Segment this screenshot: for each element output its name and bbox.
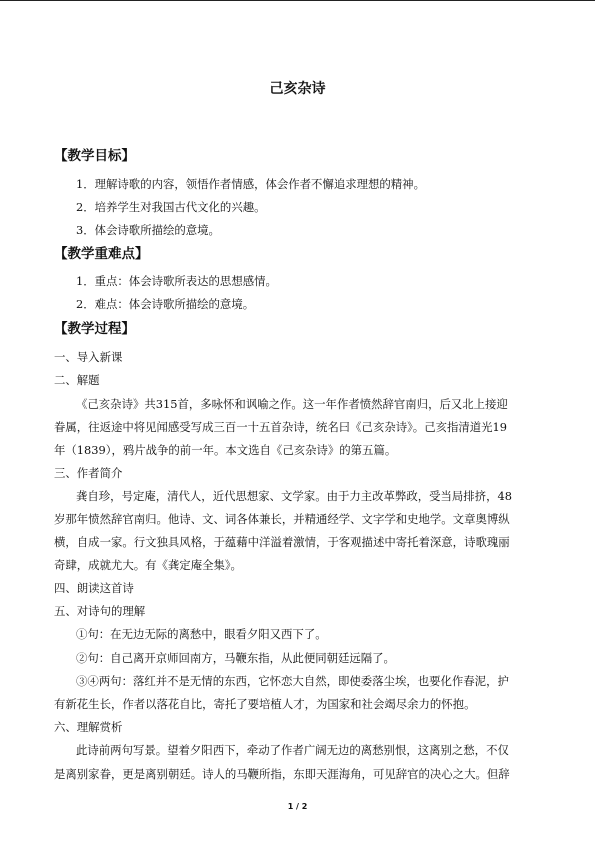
paragraph-line: 岁那年愤然辞官南归。他诗、文、词各体兼长，并精通经学、文字学和史地学。文章奥博纵 — [54, 512, 510, 526]
process-heading: 六、理解赏析 — [54, 720, 123, 734]
page-number: 1 / 2 — [287, 802, 308, 811]
page-title: 己亥杂诗 — [269, 81, 326, 97]
paragraph-line: 年（1839），鸦片战争的前一年。本文选自《己亥杂诗》的第五篇。 — [54, 443, 397, 457]
paragraph-line: ③④两句：落红并不是无情的东西，它怀恋大自然，即使委落尘埃，也要化作春泥，护 — [76, 674, 509, 688]
process-heading: 二、解题 — [54, 373, 100, 387]
process-heading: 四、朗读这首诗 — [54, 581, 134, 595]
paragraph-line: 是离别家眷，更是离别朝廷。诗人的马鞭所指，东即天涯海角，可见辞官的决心之大。但辞 — [54, 767, 510, 781]
paragraph-line: 龚自珍，号定庵，清代人，近代思想家、文学家。由于力主改革弊政，受当局排挤，48 — [76, 489, 512, 503]
paragraph-line: ①句：在无边无际的离愁中，眼看夕阳又西下了。 — [76, 627, 327, 641]
section-heading-key-points: 【教学重难点】 — [54, 246, 149, 262]
goal-item: 1．理解诗歌的内容，领悟作者情感，体会作者不懈追求理想的精神。 — [76, 177, 425, 191]
paragraph-line: 此诗前两句写景。望着夕阳西下，牵动了作者广阔无边的离愁别恨，这离别之愁，不仅 — [76, 743, 509, 757]
goal-item: 2．培养学生对我国古代文化的兴趣。 — [76, 200, 266, 214]
paragraph-line: 奇肆，成就尤大。有《龚定庵全集》。 — [54, 558, 242, 572]
paragraph-line: 《己亥杂诗》共315首，多咏怀和讽喻之作。这一年作者愤然辞官南归，后又北上接迎 — [76, 397, 508, 411]
paragraph-line: ②句：自己离开京师回南方，马鞭东指，从此便同朝廷远隔了。 — [76, 651, 395, 665]
section-heading-process: 【教学过程】 — [54, 321, 135, 337]
paragraph-line: 有新花生长，作者以落花自比，寄托了要培植人才，为国家和社会竭尽余力的怀抱。 — [54, 697, 476, 711]
process-heading: 五、对诗句的理解 — [54, 604, 146, 618]
process-heading: 一、导入新课 — [54, 350, 123, 364]
section-heading-goals: 【教学目标】 — [54, 148, 135, 164]
key-point-item: 1．重点：体会诗歌所表达的思想感情。 — [76, 274, 277, 288]
key-point-item: 2．难点：体会诗歌所描绘的意境。 — [76, 297, 255, 311]
paragraph-line: 横，自成一家。行文独具风格，于蕴藉中洋溢着激情，于客观描述中寄托着深意，诗歌瑰丽 — [54, 535, 510, 549]
header-rule — [0, 0, 595, 1]
goal-item: 3．体会诗歌所描绘的意境。 — [76, 223, 220, 237]
paragraph-line: 眷属，往返途中将见闻感受写成三百一十五首杂诗，统名曰《己亥杂诗》。己亥指清道光19 — [54, 420, 508, 434]
process-heading: 三、作者简介 — [54, 466, 123, 480]
